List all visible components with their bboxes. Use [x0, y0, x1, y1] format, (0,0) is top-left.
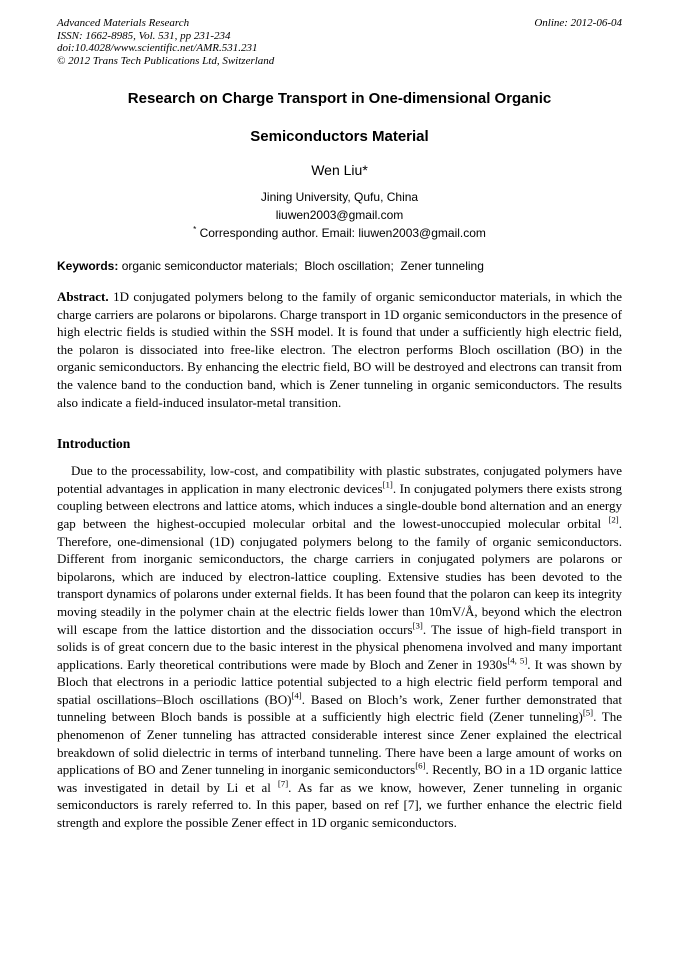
- copyright-line: © 2012 Trans Tech Publications Ltd, Switzerland: [57, 54, 275, 67]
- issn-volume-line: ISSN: 1662-8985, Vol. 531, pp 231-234: [57, 29, 231, 42]
- keywords-line: Keywords: organic semiconductor materials; Bloch oscillation; Zener tunneling: [57, 259, 484, 273]
- introduction-paragraph: Due to the processability, low-cost, and compatibility with plastic substrates, conjugated polymers have potential advantages in application in many electronic devices[1]. In conjugated polymers there exists strong coupling between electrons and lattice atoms, which induces a single-double bond alternation and an energy gap between the highest-occupied molecular orbital and the lowest-unoccupied molecular orbital [2]. Therefore, one-dimensional (1D) conjugated polymers belong to the family of organic semiconductors. Different from inorganic semiconductors, the charge carriers in conjugated polymers are polarons or bipolarons, which are induced by electron-lattice coupling. Extensive studies has been devoted to the transport dynamics of polarons under external fields. It has been found that the polaron can keep its integrity moving steadily in the polymer chain at the electric fields lower than 10mV/Å, beyond which the electron will escape from the lattice distortion and the dissociation occurs[3]. The issue of high-field transport in solids is of great concern due to the basic interest in the physical phenomena involved and many important applications. Early theoretical contributions were made by Bloch and Zener in 1930s[4, 5]. It was shown by Bloch that electrons in a periodic lattice potential subjected to a high electric field perform temporal and spatial oscillations–Bloch oscillations (BO)[4]. Based on Bloch’s work, Zener further demonstrated that tunneling between Bloch bands is possible at a sufficiently high electric field (Zener tunneling)[5]. The phenomenon of Zener tunneling has attracted considerable interest since Zener explained the electrical breakdown of solid dielectric in terms of interband tunneling. There have been a large amount of works on applications of BO and Zener tunneling in inorganic semiconductors[6]. Recently, BO in a 1D organic lattice was investigated in detail by Li et al [7]. As far as we know, however, Zener tunneling in organic semiconductors is rarely referred to. In this paper, based on ref [7], we further enhance the electric field strength and explore the possible Zener effect in 1D organic semiconductors.: [57, 463, 623, 831]
- author-name: Wen Liu*: [311, 162, 368, 178]
- paper-title-line1: Research on Charge Transport in One-dimensional Organic: [127, 90, 552, 107]
- online-date: Online: 2012-06-04: [534, 17, 622, 29]
- abstract-paragraph: Abstract. 1D conjugated polymers belong to the family of organic semiconductor materials, in which the charge carriers are polarons or bipolarons. Charge transport in 1D organic semiconductors in the presence of high electric fields is studied within the SSH model. It is found that under a sufficiently high electric field, the polaron is dissociated into free-like electron. The electron performs Bloch oscillation (BO) in the organic semiconductors. By enhancing the electric field, BO will be destroyed and electrons can transit from the valence band to the conduction band, which is Zener tunneling in organic semiconductors. The results also indicate a field-induced insulator-metal transition.: [57, 289, 622, 410]
- author-affiliation: Jining University, Qufu, China: [260, 190, 419, 204]
- section-heading-introduction: Introduction: [57, 436, 131, 452]
- corresponding-author-note: * Corresponding author. Email: liuwen2003@gmail.com: [193, 225, 486, 240]
- author-email: liuwen2003@gmail.com: [275, 208, 404, 222]
- paper-title-line2: Semiconductors Material: [250, 128, 429, 145]
- doi-line: doi:10.4028/www.scientific.net/AMR.531.231: [57, 42, 258, 54]
- journal-name: Advanced Materials Research: [57, 17, 190, 29]
- journal-header: [57, 17, 622, 67]
